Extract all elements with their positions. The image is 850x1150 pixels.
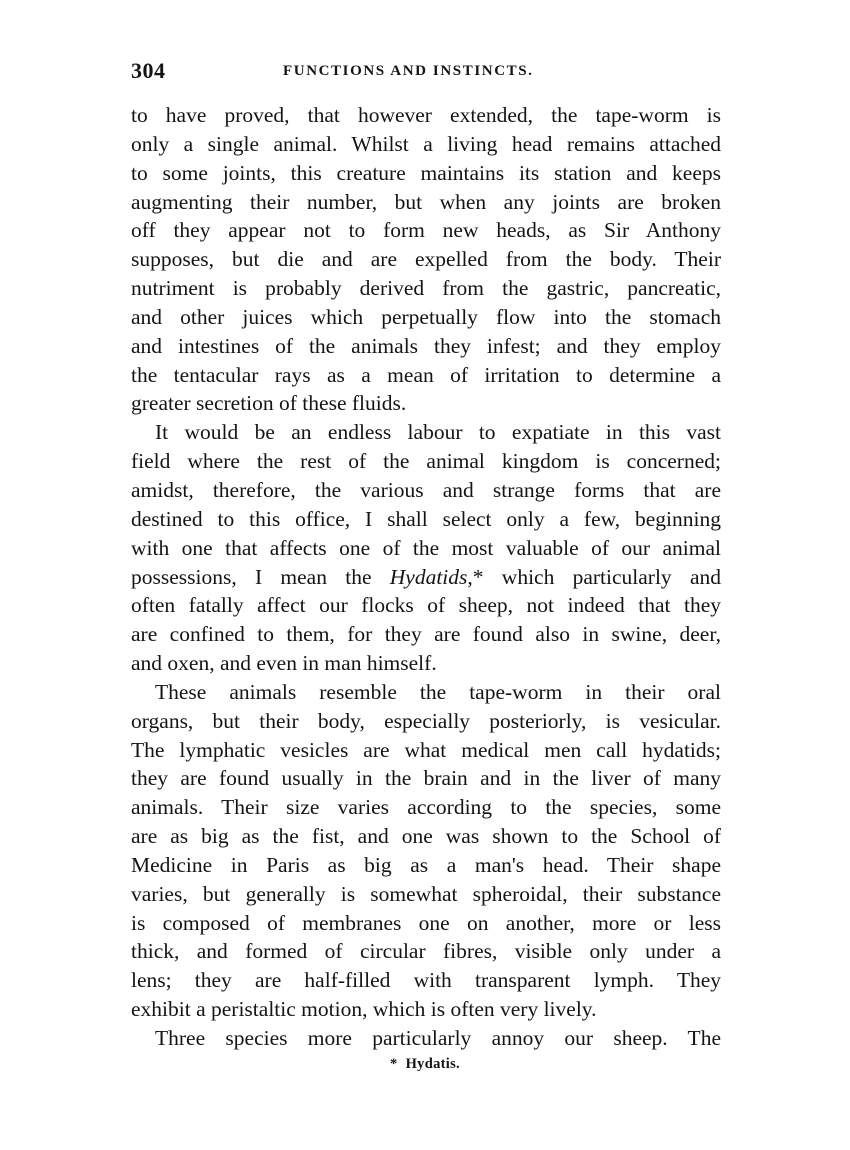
- text-line: It would be an endless labour to expatiate in this vast: [155, 420, 721, 445]
- paragraph: [131, 678, 721, 1024]
- text-line: lens; they are half-filled with transparent lymph. They: [131, 968, 721, 993]
- text-line: to some joints, this creature maintains its station and keeps: [131, 160, 721, 185]
- text-line: destined to this office, I shall select only a few, beginning: [131, 506, 721, 531]
- paragraph: [131, 101, 721, 418]
- text-line: often fatally affect our flocks of sheep, not indeed that they: [131, 593, 721, 618]
- text-line: exhibit a peristaltic motion, which is often very lively.: [131, 997, 597, 1022]
- text-line: organs, but their body, especially posteriorly, is vesicular.: [131, 708, 721, 733]
- text-line: field where the rest of the animal kingdom is concerned;: [131, 449, 721, 474]
- text-line: varies, but generally is somewhat spheroidal, their substance: [131, 881, 721, 906]
- text-line: augmenting their number, but when any joints are broken: [131, 189, 721, 214]
- text-line: off they appear not to form new heads, as Sir Anthony: [131, 218, 721, 243]
- footnote-text: Hydatis.: [405, 1056, 460, 1072]
- text-line: thick, and formed of circular fibres, visible only under a: [131, 939, 721, 964]
- text-line: and intestines of the animals they infest; and they employ: [131, 333, 721, 358]
- text-line: and oxen, and even in man himself.: [131, 651, 437, 676]
- text-line: are as big as the fist, and one was shown to the School of: [131, 824, 721, 849]
- text-line: supposes, but die and are expelled from the body. Their: [131, 247, 721, 272]
- footnote-marker: *: [390, 1056, 398, 1072]
- text-line: possessions, I mean the Hydatids,* which particularly and: [131, 564, 721, 589]
- text-line: and other juices which perpetually flow into the stomach: [131, 304, 721, 329]
- paragraph: [131, 1024, 721, 1053]
- text-line: with one that affects one of the most valuable of our animal: [131, 535, 721, 560]
- text-line: animals. Their size varies according to the species, some: [131, 795, 721, 820]
- italic-term: Hydatids: [389, 564, 468, 589]
- text-line: they are found usually in the brain and in the liver of many: [131, 766, 721, 791]
- text-line: greater secretion of these fluids.: [131, 391, 407, 416]
- text-line: the tentacular rays as a mean of irritation to determine a: [131, 362, 721, 387]
- body-text: [131, 101, 721, 1053]
- text-line: Medicine in Paris as big as a man's head. Their shape: [131, 852, 721, 877]
- page-number: 304: [131, 58, 166, 83]
- text-line: These animals resemble the tape-worm in their oral: [155, 679, 721, 704]
- text-line: Three species more particularly annoy our sheep. The: [155, 1026, 721, 1050]
- running-head: FUNCTIONS AND INSTINCTS.: [283, 63, 534, 79]
- text-line: The lymphatic vesicles are what medical men call hydatids;: [131, 737, 721, 762]
- footnote: [0, 1056, 850, 1073]
- text-line: are confined to them, for they are found also in swine, deer,: [131, 622, 721, 647]
- text-line: is composed of membranes one on another, more or less: [131, 910, 721, 935]
- text-line: amidst, therefore, the various and strange forms that are: [131, 477, 721, 502]
- paragraph: [131, 418, 721, 678]
- page-header: [131, 58, 721, 86]
- text-line: only a single animal. Whilst a living head remains attached: [131, 131, 721, 156]
- text-line: nutriment is probably derived from the gastric, pancreatic,: [131, 276, 721, 301]
- text-line: to have proved, that however extended, the tape-worm is: [131, 103, 721, 127]
